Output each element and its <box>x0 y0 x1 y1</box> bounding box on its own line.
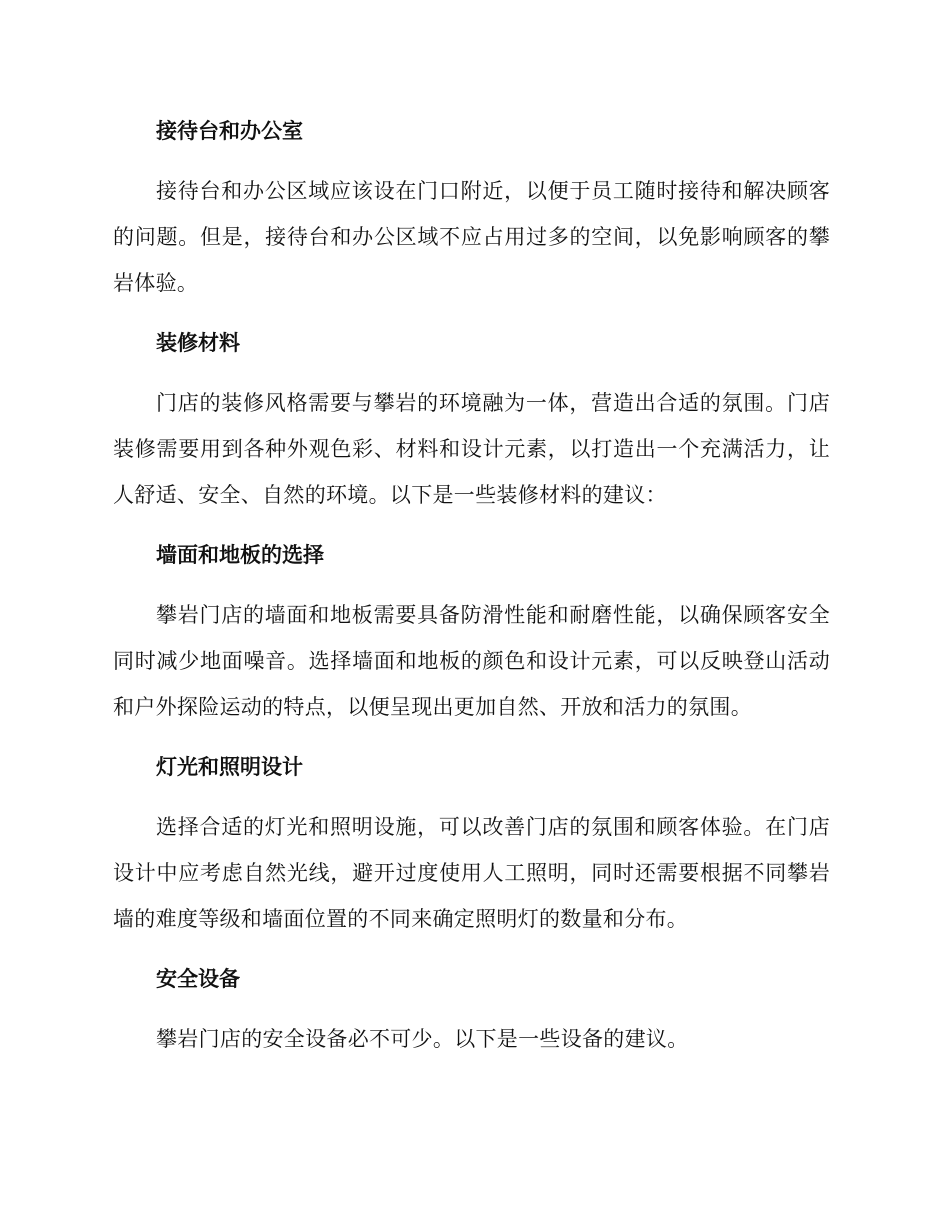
section-paragraph-walls-floors: 攀岩门店的墙面和地板需要具备防滑性能和耐磨性能，以确保顾客安全同时减少地面噪音。选择墙面和地板的颜色和设计元素，可以反映登山活动和户外探险运动的特点，以便呈现出更加自然、开放和活力的氛围。 <box>113 603 830 719</box>
section-paragraph-reception: 接待台和办公区域应该设在门口附近，以便于员工随时接待和解决顾客的问题。但是，接待台和办公区域不应占用过多的空间，以免影响顾客的攀岩体验。 <box>113 179 830 295</box>
section-heading-safety-equipment: 安全设备 <box>156 967 240 991</box>
section-paragraph-safety-equipment: 攀岩门店的安全设备必不可少。以下是一些设备的建议。 <box>156 1027 689 1051</box>
section-paragraph-decoration-materials: 门店的装修风格需要与攀岩的环境融为一体，营造出合适的氛围。门店装修需要用到各种外观色彩、材料和设计元素，以打造出一个充满活力，让人舒适、安全、自然的环境。以下是一些装修材料的建议： <box>113 391 830 507</box>
section-heading-decoration-materials: 装修材料 <box>156 331 240 355</box>
document-body <box>113 108 830 1062</box>
section-heading-walls-floors: 墙面和地板的选择 <box>156 543 324 567</box>
section-heading-reception: 接待台和办公室 <box>156 119 303 143</box>
section-heading-lighting: 灯光和照明设计 <box>156 755 303 779</box>
section-paragraph-lighting: 选择合适的灯光和照明设施，可以改善门店的氛围和顾客体验。在门店设计中应考虑自然光线，避开过度使用人工照明，同时还需要根据不同攀岩墙的难度等级和墙面位置的不同来确定照明灯的数量和分布。 <box>113 815 830 931</box>
